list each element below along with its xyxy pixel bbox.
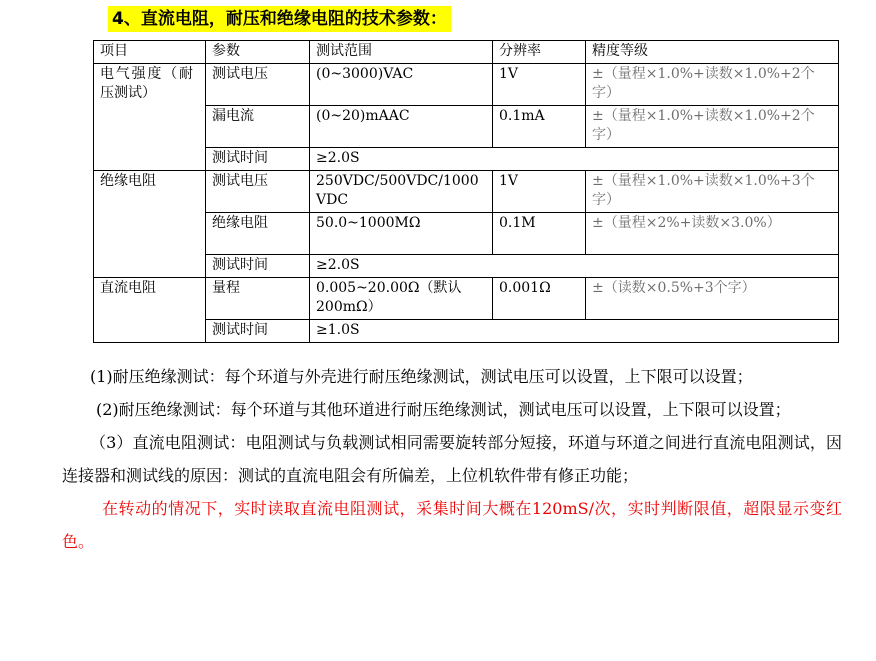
param-cell: 量程 — [206, 278, 310, 320]
paragraph: (2)耐压绝缘测试：每个环道与其他环道进行耐压绝缘测试，测试电压可以设置，上下限可以设置； — [96, 400, 791, 419]
table-row — [94, 213, 839, 255]
item-cell: 电气强度（耐压测试） — [94, 64, 206, 171]
resolution-cell: 0.1M — [493, 213, 586, 255]
table-row — [94, 171, 839, 213]
param-cell: 绝缘电阻 — [206, 213, 310, 255]
range-cell: 0.005~20.00Ω（默认200mΩ） — [310, 278, 493, 320]
accuracy-cell: ±（量程×1.0%+读数×1.0%+2个字） — [586, 106, 839, 148]
range-cell: 50.0~1000MΩ — [310, 213, 493, 255]
resolution-cell: 1V — [493, 171, 586, 213]
param-cell: 测试电压 — [206, 64, 310, 106]
accuracy-cell: ±（读数×0.5%+3个字） — [586, 278, 839, 320]
table-row — [94, 148, 839, 171]
red-note-paragraph: 在转动的情况下，实时读取直流电阻测试，采集时间大概在120mS/次，实时判断限值，超限显示变红色。 — [62, 499, 842, 551]
header-cell: 项目 — [94, 41, 206, 64]
range-cell: (0~20)mAAC — [310, 106, 493, 148]
param-cell: 测试时间 — [206, 320, 310, 343]
table-row — [94, 64, 839, 106]
header-cell: 测试范围 — [310, 41, 493, 64]
table-row — [94, 320, 839, 343]
accuracy-cell: ±（量程×1.0%+读数×1.0%+2个字） — [586, 64, 839, 106]
table-row — [94, 106, 839, 148]
range-cell: ≥2.0S — [310, 148, 839, 171]
item-cell: 直流电阻 — [94, 278, 206, 343]
paragraph: (1)耐压绝缘测试：每个环道与外壳进行耐压绝缘测试，测试电压可以设置，上下限可以设置； — [90, 367, 753, 386]
header-cell: 分辨率 — [493, 41, 586, 64]
header-cell: 精度等级 — [586, 41, 839, 64]
spec-table — [93, 40, 839, 343]
range-cell: ≥1.0S — [310, 320, 839, 343]
paragraph: （3）直流电阻测试：电阻测试与负载测试相同需要旋转部分短接，环道与环道之间进行直流电阻测试，因连接器和测试线的原因：测试的直流电阻会有所偏差，上位机软件带有修正功能； — [62, 433, 842, 485]
param-cell: 测试电压 — [206, 171, 310, 213]
accuracy-cell: ±（量程×2%+读数×3.0%） — [586, 213, 839, 255]
range-cell: 250VDC/500VDC/1000VDC — [310, 171, 493, 213]
accuracy-cell: ±（量程×1.0%+读数×1.0%+3个字） — [586, 171, 839, 213]
table-header-row — [94, 41, 839, 64]
range-cell: ≥2.0S — [310, 255, 839, 278]
resolution-cell: 1V — [493, 64, 586, 106]
param-cell: 测试时间 — [206, 255, 310, 278]
resolution-cell: 0.001Ω — [493, 278, 586, 320]
table-row — [94, 278, 839, 320]
table-row — [94, 255, 839, 278]
body-text — [62, 360, 842, 558]
param-cell: 漏电流 — [206, 106, 310, 148]
header-cell: 参数 — [206, 41, 310, 64]
item-cell: 绝缘电阻 — [94, 171, 206, 278]
range-cell: (0~3000)VAC — [310, 64, 493, 106]
resolution-cell: 0.1mA — [493, 106, 586, 148]
section-heading: 4、直流电阻，耐压和绝缘电阻的技术参数： — [108, 6, 451, 32]
param-cell: 测试时间 — [206, 148, 310, 171]
